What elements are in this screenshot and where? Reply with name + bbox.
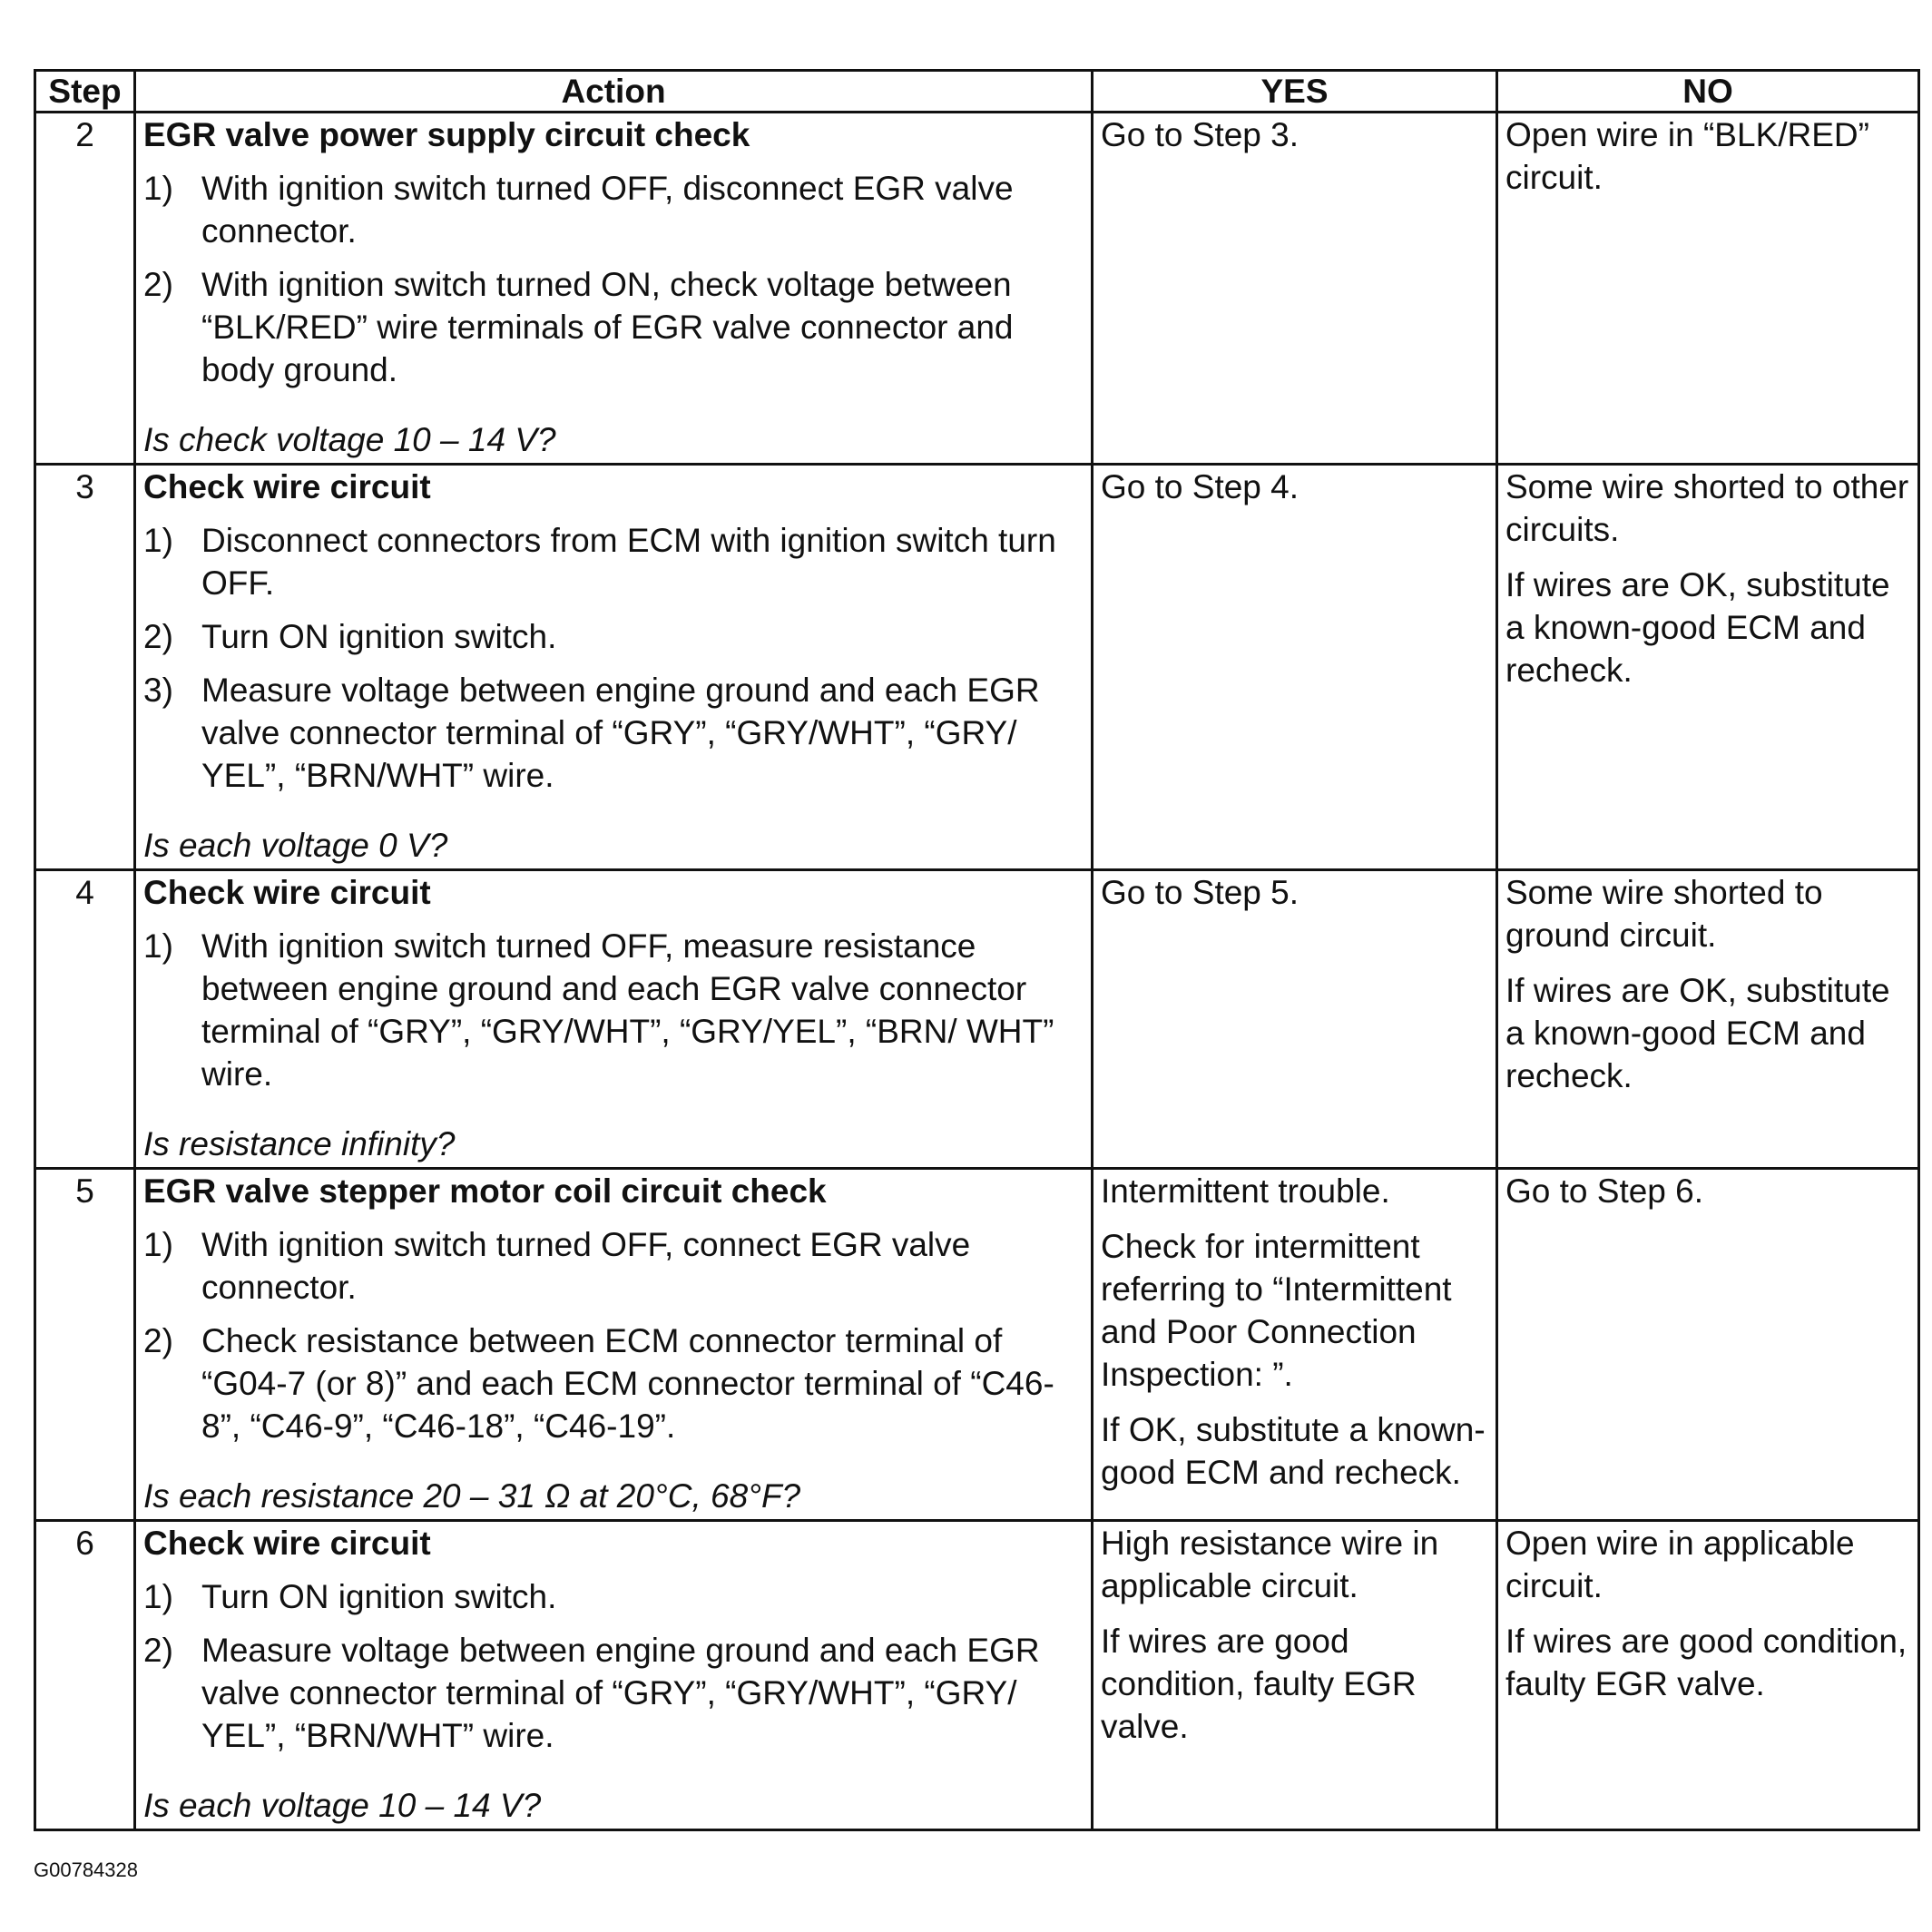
no-result-text: Go to Step 6. xyxy=(1505,1172,1704,1210)
header-step: Step xyxy=(35,71,135,113)
step-number: 6 xyxy=(35,1521,135,1830)
substep-number: 1) xyxy=(143,170,173,207)
substep-text: Turn ON ignition switch. xyxy=(201,618,557,655)
substep-item xyxy=(143,1575,1084,1618)
no-result-text: Open wire in “BLK/RED” circuit. xyxy=(1505,116,1869,196)
substep-number: 3) xyxy=(143,672,173,709)
yes-cell xyxy=(1093,465,1497,870)
header-action: Action xyxy=(135,71,1093,113)
no-result-text: Some wire shorted to ground circuit. xyxy=(1505,874,1823,954)
no-result-text: If wires are good condition, faulty EGR valve. xyxy=(1505,1623,1907,1702)
no-result-text: If wires are OK, substitute a known-good ECM and recheck. xyxy=(1505,566,1890,689)
header-no: NO xyxy=(1497,71,1919,113)
table-row xyxy=(35,1521,1919,1830)
yes-result-text: Check for intermittent referring to “Intermittent and Poor Connection Inspection: ”. xyxy=(1101,1228,1452,1393)
no-cell xyxy=(1497,1169,1919,1521)
step-number: 5 xyxy=(35,1169,135,1521)
substep-number: 1) xyxy=(143,927,173,965)
action-cell xyxy=(135,465,1093,870)
substep-list xyxy=(143,1575,1084,1757)
substep-item xyxy=(143,1223,1084,1309)
step-title: EGR valve stepper motor coil circuit check xyxy=(143,1172,827,1210)
no-cell xyxy=(1497,870,1919,1169)
action-cell xyxy=(135,1169,1093,1521)
table-body xyxy=(35,113,1919,1830)
substep-item xyxy=(143,615,1084,658)
table-row xyxy=(35,113,1919,465)
no-cell xyxy=(1497,113,1919,465)
yes-result-text: If wires are good condition, faulty EGR valve. xyxy=(1101,1623,1417,1745)
table-row xyxy=(35,1169,1919,1521)
action-cell xyxy=(135,870,1093,1169)
action-cell xyxy=(135,113,1093,465)
yes-result-text: Intermittent trouble. xyxy=(1101,1172,1390,1210)
step-number: 2 xyxy=(35,113,135,465)
action-cell xyxy=(135,1521,1093,1830)
step-title: Check wire circuit xyxy=(143,874,431,911)
substep-number: 1) xyxy=(143,522,173,559)
no-result-text: Some wire shorted to other circuits. xyxy=(1505,468,1909,548)
step-title: Check wire circuit xyxy=(143,468,431,505)
yes-result-text: Go to Step 4. xyxy=(1101,468,1299,505)
yes-result-text: Go to Step 3. xyxy=(1101,116,1299,153)
check-question: Is each voltage 10 – 14 V? xyxy=(143,1787,542,1824)
header-row xyxy=(35,71,1919,113)
yes-cell xyxy=(1093,1169,1497,1521)
substep-text: With ignition switch turned ON, check voltage between “BLK/RED” wire terminals of EGR valve connector and body ground. xyxy=(201,266,1014,388)
step-number: 4 xyxy=(35,870,135,1169)
yes-result-text: High resistance wire in applicable circuit. xyxy=(1101,1525,1439,1604)
substep-list xyxy=(143,519,1084,797)
figure-id: G00784328 xyxy=(34,1858,138,1881)
diagnostic-table xyxy=(34,69,1920,1831)
substep-text: Turn ON ignition switch. xyxy=(201,1578,557,1615)
step-number: 3 xyxy=(35,465,135,870)
substep-item xyxy=(143,925,1084,1095)
yes-result-text: Go to Step 5. xyxy=(1101,874,1299,911)
check-question: Is resistance infinity? xyxy=(143,1125,456,1162)
diagnostic-table-container xyxy=(34,69,1917,1831)
substep-number: 2) xyxy=(143,1632,173,1669)
substep-text: With ignition switch turned OFF, disconnect EGR valve connector. xyxy=(201,170,1014,250)
substep-text: With ignition switch turned OFF, measure resistance between engine ground and each EGR valve connector terminal of “GRY”, “GRY/WHT”, “GRY/YEL”, “BRN/ WHT” wire. xyxy=(201,927,1054,1093)
substep-number: 1) xyxy=(143,1226,173,1263)
substep-item xyxy=(143,669,1084,797)
yes-cell xyxy=(1093,1521,1497,1830)
substep-item xyxy=(143,167,1084,252)
header-yes: YES xyxy=(1093,71,1497,113)
substep-text: Measure voltage between engine ground and each EGR valve connector terminal of “GRY”, “GRY/WHT”, “GRY/ YEL”, “BRN/WHT” wire. xyxy=(201,672,1040,794)
step-title: EGR valve power supply circuit check xyxy=(143,116,750,153)
no-result-text: Open wire in applicable circuit. xyxy=(1505,1525,1855,1604)
no-cell xyxy=(1497,465,1919,870)
yes-cell xyxy=(1093,113,1497,465)
substep-number: 2) xyxy=(143,1322,173,1359)
check-question: Is each resistance 20 – 31 Ω at 20°C, 68°F? xyxy=(143,1477,801,1515)
substep-number: 2) xyxy=(143,618,173,655)
no-cell xyxy=(1497,1521,1919,1830)
yes-result-text: If OK, substitute a known-good ECM and recheck. xyxy=(1101,1411,1486,1491)
substep-text: With ignition switch turned OFF, connect EGR valve connector. xyxy=(201,1226,971,1306)
step-title: Check wire circuit xyxy=(143,1525,431,1562)
substep-text: Disconnect connectors from ECM with ignition switch turn OFF. xyxy=(201,522,1056,602)
substep-list xyxy=(143,1223,1084,1447)
substep-list xyxy=(143,167,1084,391)
yes-cell xyxy=(1093,870,1497,1169)
substep-item xyxy=(143,1629,1084,1757)
substep-text: Check resistance between ECM connector terminal of “G04-7 (or 8)” and each ECM connector terminal of “C46-8”, “C46-9”, “C46-18”, “C46-19”. xyxy=(201,1322,1054,1445)
check-question: Is each voltage 0 V? xyxy=(143,827,448,864)
substep-item xyxy=(143,519,1084,604)
substep-number: 2) xyxy=(143,266,173,303)
check-question: Is check voltage 10 – 14 V? xyxy=(143,421,556,458)
substep-list xyxy=(143,925,1084,1095)
table-row xyxy=(35,870,1919,1169)
table-row xyxy=(35,465,1919,870)
substep-text: Measure voltage between engine ground and each EGR valve connector terminal of “GRY”, “GRY/WHT”, “GRY/ YEL”, “BRN/WHT” wire. xyxy=(201,1632,1040,1754)
substep-item xyxy=(143,263,1084,391)
no-result-text: If wires are OK, substitute a known-good ECM and recheck. xyxy=(1505,972,1890,1094)
substep-item xyxy=(143,1319,1084,1447)
substep-number: 1) xyxy=(143,1578,173,1615)
